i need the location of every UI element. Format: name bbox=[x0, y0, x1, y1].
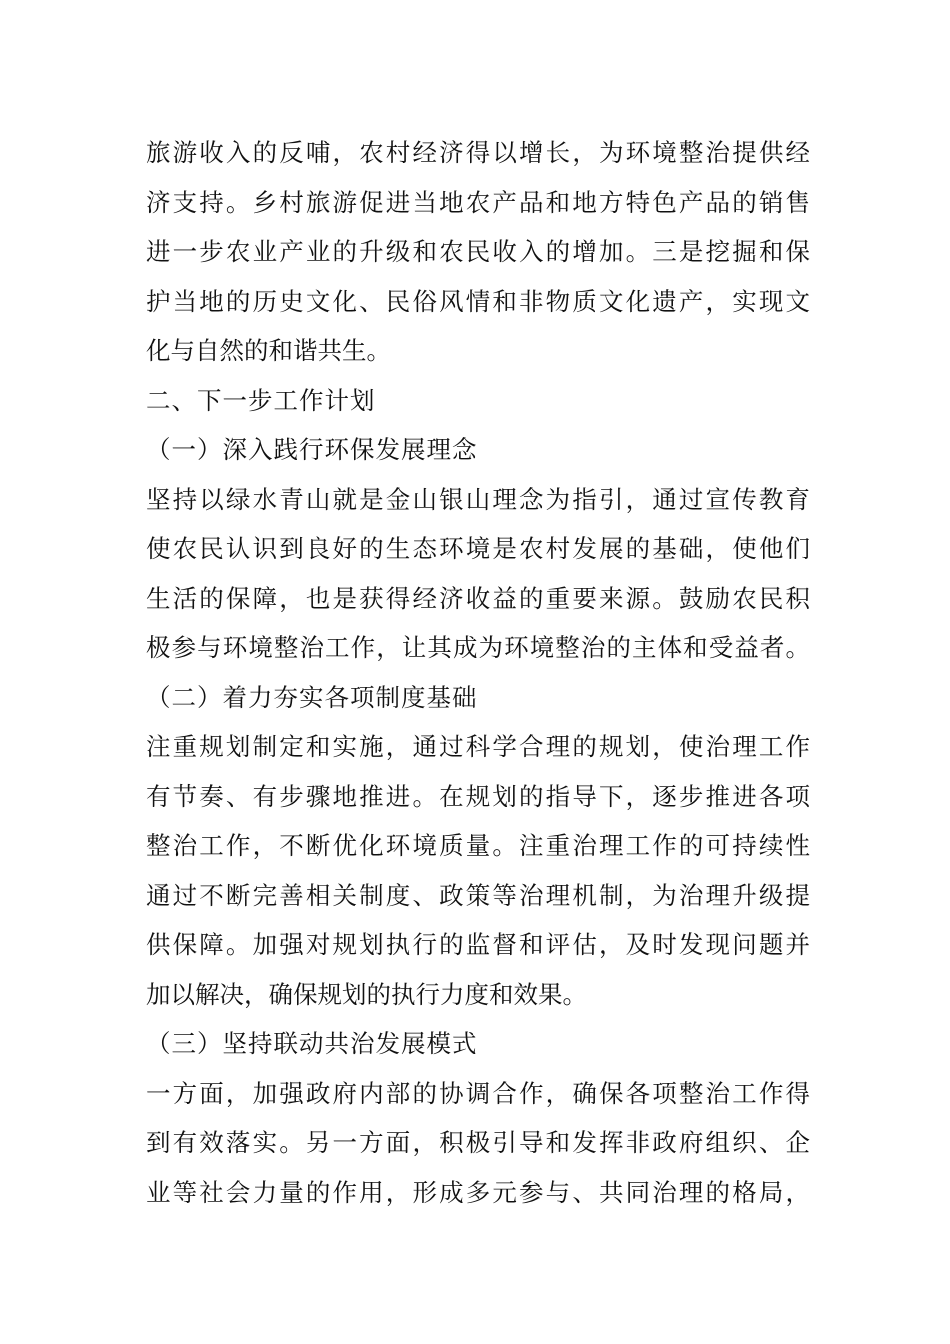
paragraph-line: 化与自然的和谐共生。 bbox=[146, 336, 391, 365]
paragraph-line: 使农民认识到良好的生态环境是农村发展的基础，使他们 bbox=[146, 534, 810, 563]
paragraph-line: 一方面，加强政府内部的协调合作，确保各项整治工作得 bbox=[146, 1079, 810, 1108]
subsection-heading: （一）深入践行环保发展理念 bbox=[146, 435, 478, 464]
paragraph-line: 生活的保障，也是获得经济收益的重要来源。鼓励农民积 bbox=[146, 584, 810, 613]
subsection-heading: （二）着力夯实各项制度基础 bbox=[146, 683, 478, 712]
paragraph-line: 注重规划制定和实施，通过科学合理的规划，使治理工作 bbox=[146, 732, 810, 761]
paragraph-line: 整治工作，不断优化环境质量。注重治理工作的可持续性 bbox=[146, 831, 810, 860]
paragraph-line: 护当地的历史文化、民俗风情和非物质文化遗产，实现文 bbox=[146, 287, 810, 316]
paragraph-line: 通过不断完善相关制度、政策等治理机制，为治理升级提 bbox=[146, 881, 810, 910]
paragraph-line: 加以解决，确保规划的执行力度和效果。 bbox=[146, 980, 587, 1009]
paragraph-line: 到有效落实。另一方面，积极引导和发挥非政府组织、企 bbox=[146, 1128, 810, 1157]
paragraph-line: 进一步农业产业的升级和农民收入的增加。三是挖掘和保 bbox=[146, 237, 810, 266]
paragraph-line: 济支持。乡村旅游促进当地农产品和地方特色产品的销售 bbox=[146, 188, 810, 217]
paragraph-line: 有节奏、有步骤地推进。在规划的指导下，逐步推进各项 bbox=[146, 782, 810, 811]
paragraph-line: 旅游收入的反哺，农村经济得以增长，为环境整治提供经 bbox=[146, 138, 810, 167]
paragraph-line: 供保障。加强对规划执行的监督和评估，及时发现问题并 bbox=[146, 930, 810, 959]
section-heading: 二、下一步工作计划 bbox=[146, 386, 376, 415]
paragraph-line: 坚持以绿水青山就是金山银山理念为指引，通过宣传教育 bbox=[146, 485, 810, 514]
paragraph-line: 业等社会力量的作用，形成多元参与、共同治理的格局， bbox=[146, 1178, 810, 1207]
paragraph-line: 极参与环境整治工作，让其成为环境整治的主体和受益者。 bbox=[146, 633, 810, 662]
subsection-heading: （三）坚持联动共治发展模式 bbox=[146, 1029, 478, 1058]
